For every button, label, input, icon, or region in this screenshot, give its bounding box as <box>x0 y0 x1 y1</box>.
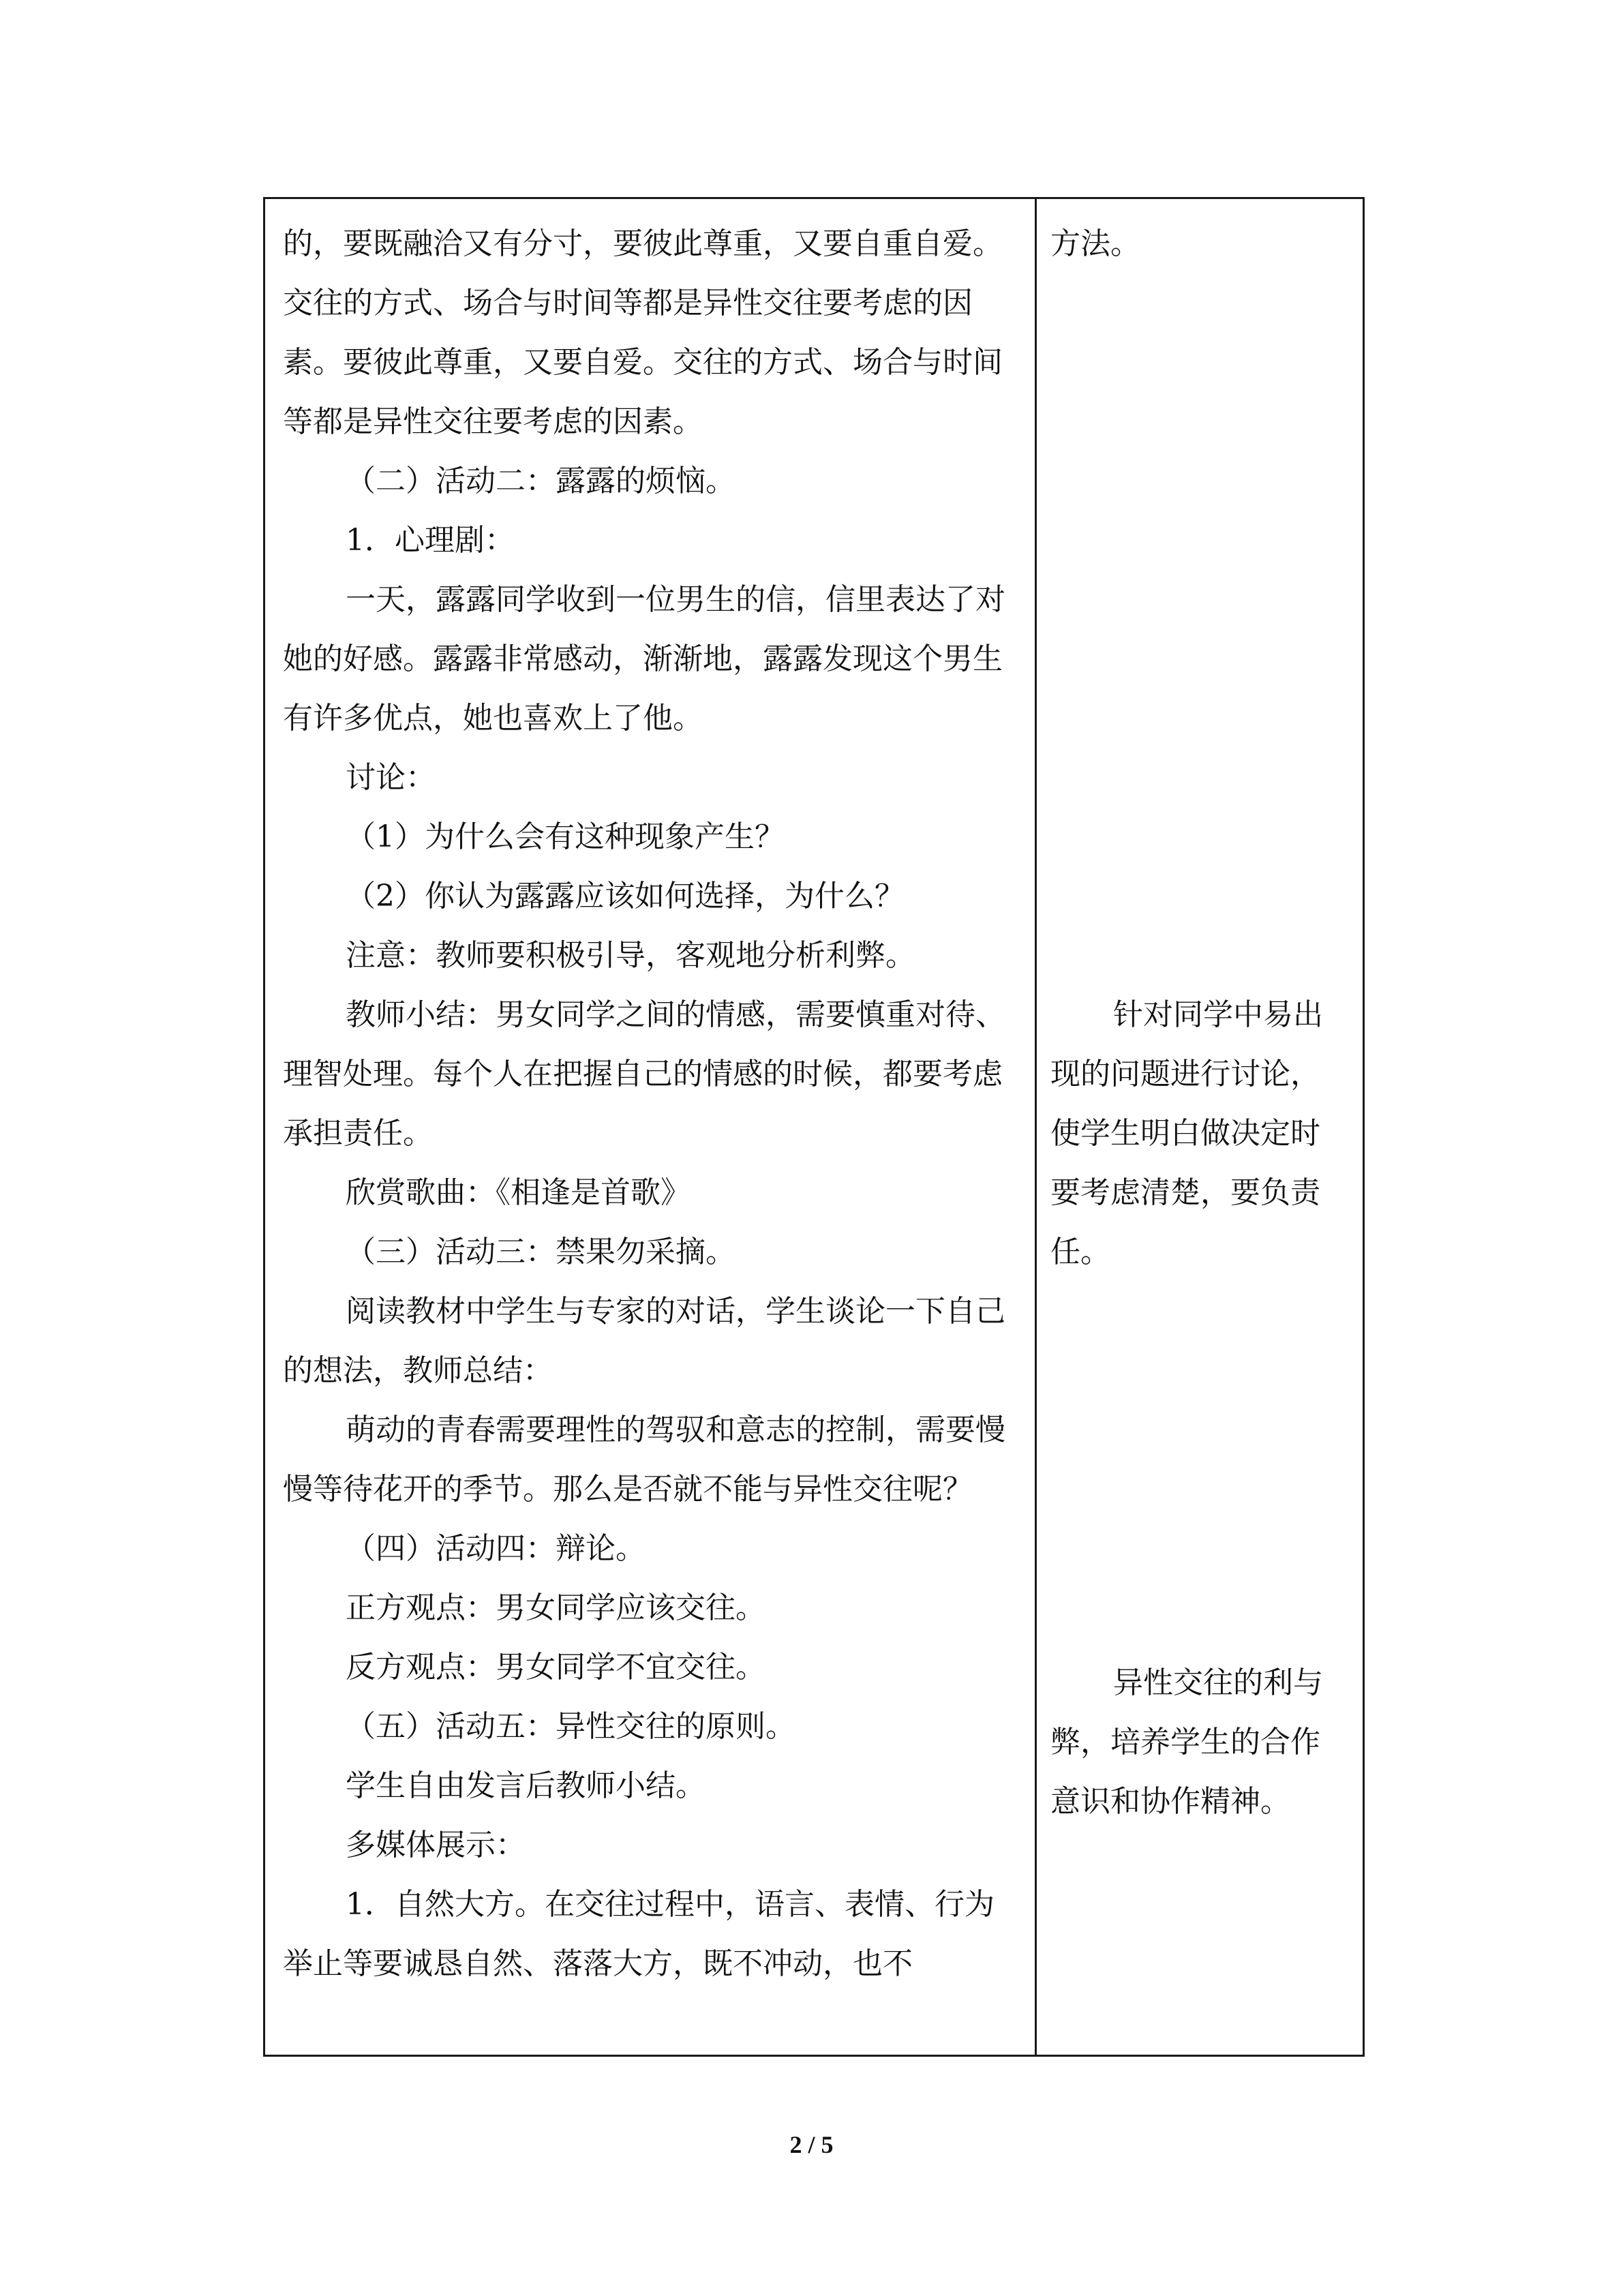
paragraph: （1）为什么会有这种现象产生？ <box>346 819 785 854</box>
paragraph: 反方观点：男女同学不宜交往。 <box>346 1650 765 1685</box>
paragraph: 阅读教材中学生与专家的对话，学生谈论一下自己的想法，教师总结： <box>283 1294 1005 1388</box>
paragraph: 学生自由发言后教师小结。 <box>346 1768 706 1803</box>
paragraph: 1．心理剧： <box>346 523 515 558</box>
design-note: 针对同学中易出现的问题进行讨论，使学生明白做决定时要考虑清楚，要负责任。 <box>1050 997 1323 1269</box>
paragraph: （二）活动二：露露的烦恼。 <box>346 464 735 498</box>
paragraph: （2）你认为露露应该如何选择，为什么？ <box>346 879 905 913</box>
paragraph: （三）活动三：禁果勿采摘。 <box>346 1235 735 1269</box>
design-note: 异性交往的利与弊，培养学生的合作意识和协作精神。 <box>1050 1665 1323 1819</box>
paragraph: 萌动的青春需要理性的驾驭和意志的控制，需要慢慢等待花开的季节。那么是否就不能与异性交往呢？ <box>283 1413 1005 1507</box>
paragraph: 注意：教师要积极引导，客观地分析利弊。 <box>346 938 915 973</box>
paragraph: （五）活动五：异性交往的原则。 <box>346 1709 795 1744</box>
paragraph: 教师小结：男女同学之间的情感，需要慎重对待、理智处理。每个人在把握自己的情感的时候，都要考虑承担责任。 <box>283 997 1005 1151</box>
paragraph: 讨论： <box>346 760 436 795</box>
paragraph: 一天，露露同学收到一位男生的信，信里表达了对她的好感。露露非常感动，渐渐地，露露发现这个男生有许多优点，她也喜欢上了他。 <box>283 582 1005 736</box>
paragraph: 正方观点：男女同学应该交往。 <box>346 1590 765 1625</box>
paragraph: 的，要既融洽又有分寸，要彼此尊重，又要自重自爱。交往的方式、场合与时间等都是异性交往要考虑的因素。要彼此尊重，又要自爱。交往的方式、场合与时间等都是异性交往要考虑的因素。 <box>283 226 1003 439</box>
paragraph: （四）活动四：辩论。 <box>346 1531 646 1566</box>
paragraph: 多媒体展示： <box>346 1828 526 1862</box>
paragraph: 欣赏歌曲：《相逢是首歌》 <box>346 1175 691 1210</box>
page-number: 2 / 5 <box>789 2131 834 2158</box>
lesson-table <box>263 197 1365 2057</box>
design-intent-column <box>1037 199 1363 2055</box>
paragraph: 1．自然大方。在交往过程中，语言、表情、行为举止等要诚恳自然、落落大方，既不冲动，也不 <box>283 1887 995 1981</box>
teaching-process-column <box>265 199 1037 2055</box>
design-note: 方法。 <box>1050 226 1140 261</box>
